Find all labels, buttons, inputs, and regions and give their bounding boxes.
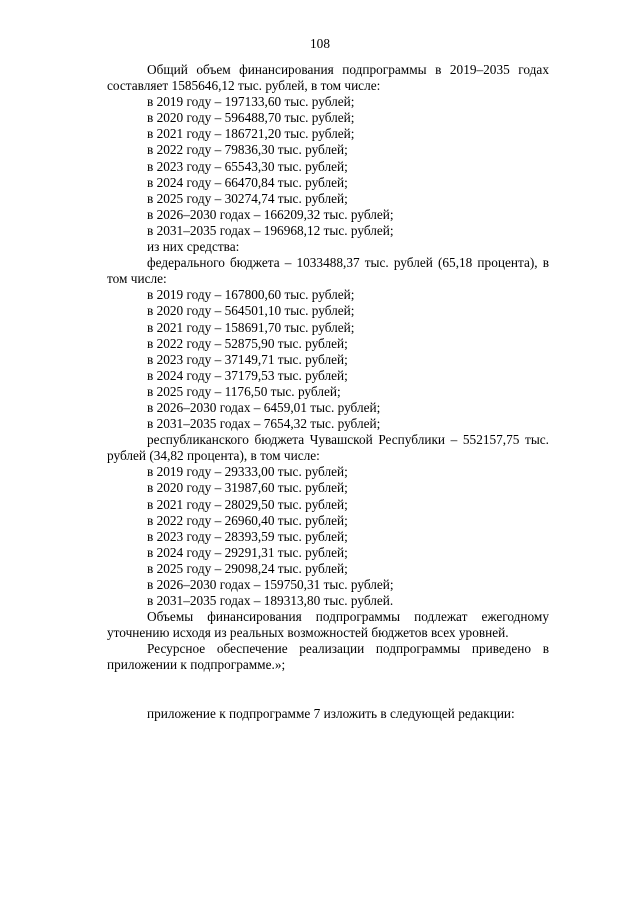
list-item: в 2023 году – 37149,71 тыс. рублей; [147, 351, 348, 367]
resource-note-paragraph: Ресурсное обеспечение реализации подпрограммы приведено в приложении к подпрограмме.»; [107, 641, 549, 673]
total-years-list [107, 94, 549, 239]
list-item: в 2023 году – 28393,59 тыс. рублей; [147, 528, 348, 544]
list-item: в 2024 году – 37179,53 тыс. рублей; [147, 367, 348, 383]
volumes-note-paragraph: Объемы финансирования подпрограммы подлежат ежегодному уточнению исходя из реальных возможностей бюджетов всех уровней. [107, 609, 549, 641]
appendix-note-line: приложение к подпрограмме 7 изложить в следующей редакции: [147, 705, 515, 721]
list-item: в 2019 году – 197133,60 тыс. рублей; [147, 94, 355, 110]
list-item: в 2020 году – 31987,60 тыс. рублей; [147, 480, 348, 496]
list-item: в 2025 году – 1176,50 тыс. рублей; [147, 383, 341, 399]
republic-intro-paragraph: республиканского бюджета Чувашской Республики – 552157,75 тыс. рублей (34,82 процента), в том числе: [107, 432, 549, 464]
spacer [107, 674, 549, 706]
list-item: в 2022 году – 79836,30 тыс. рублей; [147, 142, 348, 158]
of-which-line: из них средства: [147, 239, 240, 255]
intro-paragraph: Общий объем финансирования подпрограммы в 2019–2035 годах составляет 1585646,12 тыс. рублей, в том числе: [107, 62, 549, 94]
list-item: в 2021 году – 158691,70 тыс. рублей; [147, 319, 355, 335]
list-item: в 2021 году – 186721,20 тыс. рублей; [147, 126, 355, 142]
list-item: в 2026–2030 годах – 6459,01 тыс. рублей; [147, 399, 381, 415]
list-item: в 2022 году – 26960,40 тыс. рублей; [147, 512, 348, 528]
document-body [107, 62, 549, 722]
list-item: в 2031–2035 годах – 196968,12 тыс. рублей; [147, 222, 394, 238]
list-item: в 2019 году – 167800,60 тыс. рублей; [147, 287, 355, 303]
federal-intro-paragraph: федерального бюджета – 1033488,37 тыс. рублей (65,18 процента), в том числе: [107, 255, 549, 287]
page-number: 108 [310, 36, 330, 51]
list-item: в 2025 году – 29098,24 тыс. рублей; [147, 560, 348, 576]
list-item: в 2019 году – 29333,00 тыс. рублей; [147, 464, 348, 480]
list-item: в 2025 году – 30274,74 тыс. рублей; [147, 190, 348, 206]
list-item: в 2031–2035 годах – 189313,80 тыс. рублей. [147, 593, 394, 609]
list-item: в 2024 году – 66470,84 тыс. рублей; [147, 174, 348, 190]
list-item: в 2031–2035 годах – 7654,32 тыс. рублей; [147, 416, 381, 432]
list-item: в 2020 году – 564501,10 тыс. рублей; [147, 303, 355, 319]
republic-years-list [107, 464, 549, 609]
federal-years-list [107, 287, 549, 432]
list-item: в 2022 году – 52875,90 тыс. рублей; [147, 335, 348, 351]
list-item: в 2024 году – 29291,31 тыс. рублей; [147, 544, 348, 560]
list-item: в 2026–2030 годах – 159750,31 тыс. рублей; [147, 577, 394, 592]
list-item: в 2026–2030 годах – 166209,32 тыс. рублей; [147, 206, 394, 222]
list-item: в 2020 году – 596488,70 тыс. рублей; [147, 110, 355, 126]
list-item: в 2021 году – 28029,50 тыс. рублей; [147, 496, 348, 512]
list-item: в 2023 году – 65543,30 тыс. рублей; [147, 158, 348, 174]
